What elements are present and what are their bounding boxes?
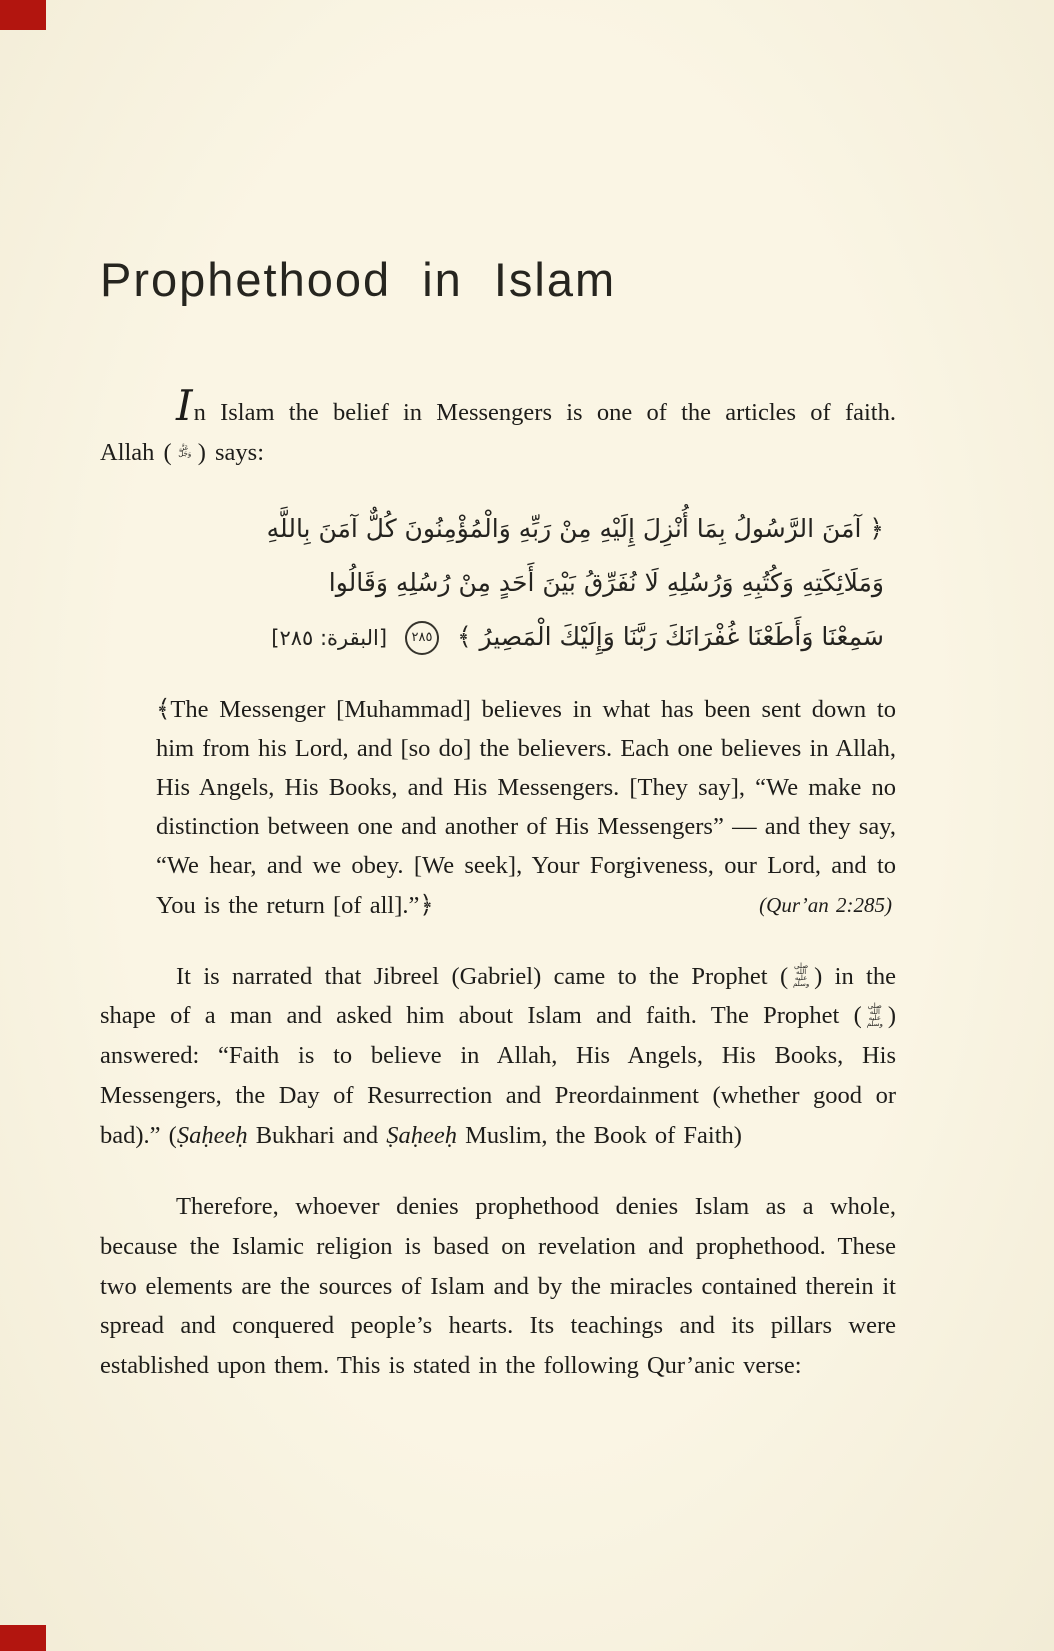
chapter-title: Prophethood in Islam xyxy=(100,253,617,306)
verse-number-medallion: ٢٨٥ xyxy=(405,621,439,655)
arabic-verse-line-3-text: سَمِعْنَا وَأَطَعْنَا غُفْرَانَكَ رَبَّنَا وَإِلَيْكَ الْمَصِيرُ ﴾ xyxy=(456,621,884,651)
quran-verse-arabic xyxy=(140,502,884,663)
conclusion-paragraph: Therefore, whoever denies prophethood denies Islam as a whole, because the Islamic religion is based on revelation and prophethood. These two elements are the sources of Islam and by the miracles contained therein it spread and conquered people’s hearts. Its teachings and its pillars were established upon them. This is stated in the following Qur’anic verse: xyxy=(100,1193,896,1379)
arabic-verse-line-3 xyxy=(140,610,884,664)
surah-reference: [البقرة: ٢٨٥] xyxy=(271,625,388,650)
intro-paragraph: In Islam the belief in Messengers is one of the articles of faith. Allah ( عَزَّ وَجَلَّ ) says: xyxy=(100,381,896,466)
verse-translation-text: ﴾The Messenger [Muhammad] believes in what has been sent down to him from his Lord, and [so do] the believers. Each one believes in Allah, His Angels, His Books, and His Messengers. [They say], “We make no distinction between one and another of His Messengers” — and they say, “We hear, and we obey. [We seek], Your Forgiveness, our Lord, and to You is the return [of all].”﴿ xyxy=(156,695,896,919)
verse-translation-block xyxy=(156,690,896,925)
arabic-verse-line-1: ﴿ آمَنَ الرَّسُولُ بِمَا أُنْزِلَ إِلَيْهِ مِنْ رَبِّهِ وَالْمُؤْمِنُونَ كُلٌّ آمَنَ بِاللَّهِ xyxy=(266,514,884,544)
hadith-paragraph: It is narrated that Jibreel (Gabriel) came to the Prophet ( صلى الله عليه وسلم ) in the shape of a man and asked him about Islam and faith. The Prophet ( صلى الله عليه وسلم ) answered: “Faith is to believe in Allah, His Angels, His Books, His Messengers, the Day of Resurrection and Preordainment (whether good or bad).” (Ṣaḥeeḥ Bukhari and Ṣaḥeeḥ Muslim, the Book of Faith) xyxy=(100,962,896,1149)
arabic-verse-line-2: وَمَلَائِكَتِهِ وَكُتُبِهِ وَرُسُلِهِ لَا نُفَرِّقُ بَيْنَ أَحَدٍ مِنْ رُسُلِهِ وَقَالُوا xyxy=(328,568,884,598)
book-cover-edge-bottom xyxy=(0,1625,46,1651)
book-cover-edge-top xyxy=(0,0,46,30)
verse-citation: (Qur’an 2:285) xyxy=(759,893,892,918)
